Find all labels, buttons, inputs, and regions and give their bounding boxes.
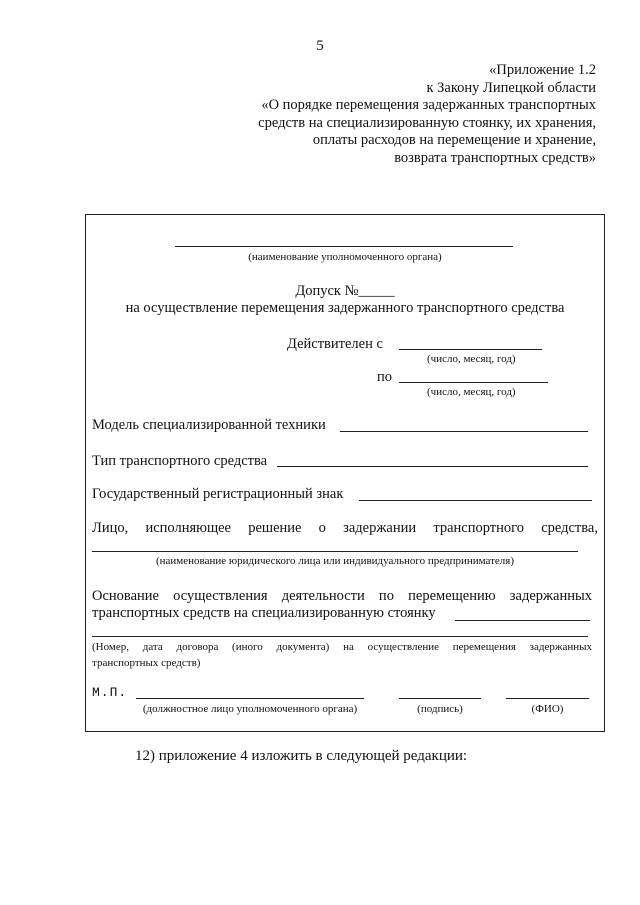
model-line	[340, 431, 588, 432]
model-label: Модель специализированной техники	[92, 417, 326, 433]
appendix-line: «О порядке перемещения задержанных транспортных	[261, 97, 596, 113]
appendix-line: возврата транспортных средств»	[394, 149, 596, 166]
valid-from-line	[399, 349, 542, 350]
basis-line-1: Основание осуществления деятельности по перемещению задержанных	[92, 588, 592, 604]
contract-line	[92, 636, 588, 637]
official-line	[136, 698, 364, 699]
valid-to-label: по	[377, 369, 393, 385]
authority-caption: (наименование уполномоченного органа)	[248, 251, 442, 263]
valid-to-caption: (число, месяц, год)	[427, 386, 516, 398]
stamp-label: М.П.	[92, 685, 128, 700]
permit-title: Допуск №_____	[295, 283, 395, 299]
executor-caption: (наименование юридического лица или индивидуального предпринимателя)	[155, 555, 515, 567]
basis-line	[455, 620, 590, 621]
vehicle-type-line	[277, 466, 588, 467]
full-name-line	[506, 698, 589, 699]
appendix-line: «Приложение 1.2	[489, 62, 596, 78]
valid-to-line	[399, 382, 548, 383]
appendix-header	[196, 62, 596, 167]
permit-form	[85, 214, 605, 732]
contract-caption-line-1: (Номер, дата договора (иного документа) на осуществление перемещения задержанных	[92, 641, 592, 653]
authority-name-line	[175, 246, 513, 247]
full-name-caption: (ФИО)	[531, 703, 564, 715]
valid-from-label: Действителен с	[287, 336, 383, 352]
executor-line	[92, 551, 578, 552]
official-caption: (должностное лицо уполномоченного органа)	[142, 703, 358, 715]
reg-sign-line	[359, 500, 592, 501]
vehicle-type-label: Тип транспортного средства	[92, 453, 268, 469]
basis-line-2: транспортных средств на специализированную стоянку	[92, 605, 436, 621]
amendment-text: 12) приложение 4 изложить в следующей редакции:	[135, 748, 468, 764]
executor-label: Лицо, исполняющее решение о задержании транспортного средства,	[92, 520, 598, 536]
appendix-line: оплаты расходов на перемещение и хранение,	[312, 132, 596, 148]
permit-subtitle: на осуществление перемещения задержанного транспортного средства	[125, 300, 565, 316]
signature-line	[399, 698, 481, 699]
signature-caption: (подпись)	[417, 703, 463, 715]
appendix-line: к Закону Липецкой области	[426, 79, 596, 96]
contract-caption-line-2: транспортных средств)	[92, 657, 201, 669]
page-number: 5	[316, 38, 324, 54]
reg-sign-label: Государственный регистрационный знак	[92, 486, 344, 502]
valid-from-caption: (число, месяц, год)	[427, 353, 516, 365]
appendix-line: средств на специализированную стоянку, их хранения,	[258, 114, 596, 131]
